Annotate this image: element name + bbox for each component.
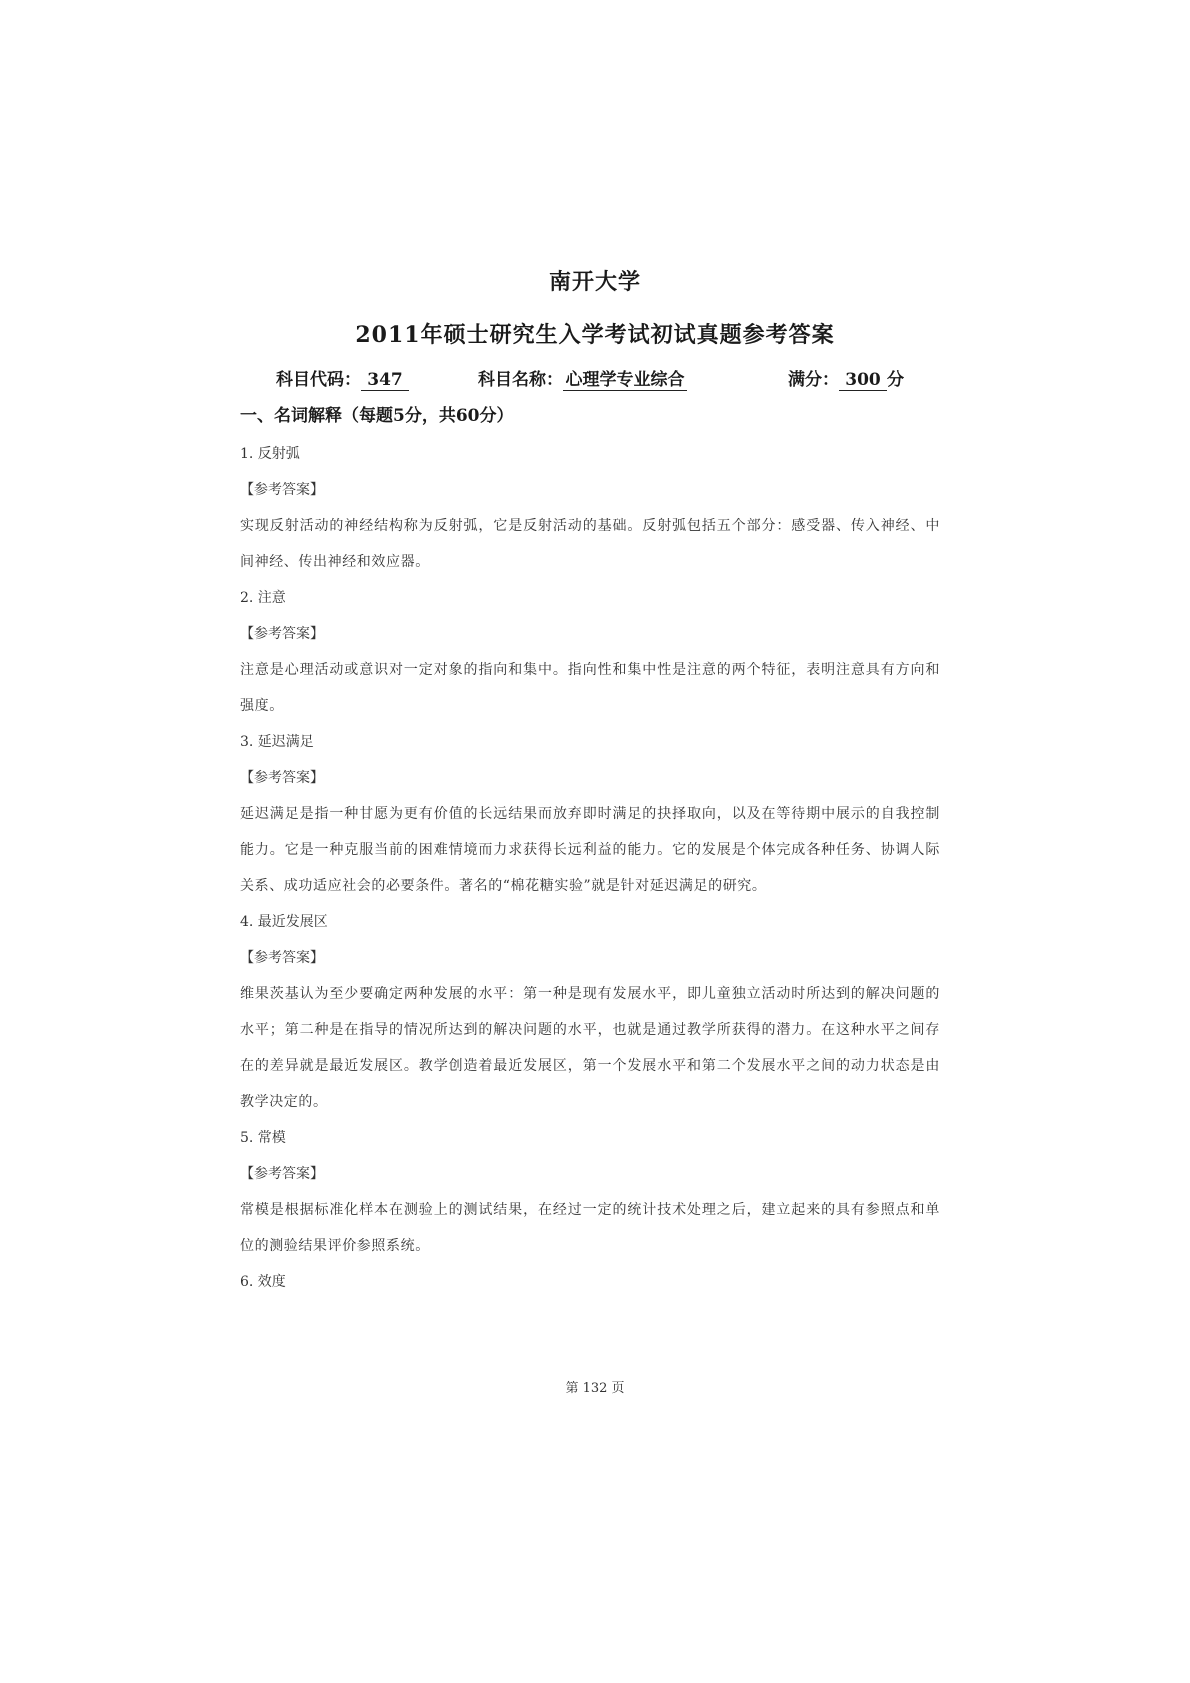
question-title: 5. 常模 — [240, 1130, 286, 1146]
full-score-label: 满分： — [788, 370, 839, 390]
question-title: 6. 效度 — [240, 1274, 286, 1290]
answer-tag: 【参考答案】 — [240, 482, 324, 498]
answer-text: 维果茨基认为至少要确定两种发展的水平：第一种是现有发展水平，即儿童独立活动时所达到的解决问题的水平；第二种是在指导的情况所达到的解决问题的水平，也就是通过教学所获得的潜力。在这种水平之间存在的差异就是最近发展区。教学创造着最近发展区，第一个发展水平和第二个发展水平之间的动力状态是由教学决定的。 — [240, 986, 940, 1110]
full-score-value: 300 — [839, 371, 887, 391]
full-score-group — [788, 365, 904, 391]
question-title: 4. 最近发展区 — [240, 914, 328, 930]
answer-text: 注意是心理活动或意识对一定对象的指向和集中。指向性和集中性是注意的两个特征，表明注意具有方向和强度。 — [240, 662, 940, 714]
subject-code-label: 科目代码： — [276, 370, 361, 390]
subject-code-value: 347 — [361, 371, 409, 391]
subject-name-value: 心理学专业综合 — [563, 371, 687, 391]
question-title: 2. 注意 — [240, 590, 286, 606]
question-title: 3. 延迟满足 — [240, 734, 314, 750]
subject-name-label: 科目名称： — [478, 370, 563, 390]
exam-title: 2011年硕士研究生入学考试初试真题参考答案 — [355, 322, 835, 348]
section-heading: 一、名词解释（每题5分，共60分） — [240, 406, 514, 426]
subject-name-group — [478, 365, 687, 391]
answer-tag: 【参考答案】 — [240, 770, 324, 786]
answer-tag: 【参考答案】 — [240, 626, 324, 642]
answer-tag: 【参考答案】 — [240, 950, 324, 966]
question-title: 1. 反射弧 — [240, 446, 300, 462]
subject-code-group — [276, 365, 409, 391]
full-score-unit: 分 — [887, 370, 904, 390]
answer-tag: 【参考答案】 — [240, 1166, 324, 1182]
page-number: 第 132 页 — [565, 1381, 625, 1396]
university-title: 南开大学 — [548, 269, 641, 295]
answer-text: 延迟满足是指一种甘愿为更有价值的长远结果而放弃即时满足的抉择取向，以及在等待期中展示的自我控制能力。它是一种克服当前的困难情境而力求获得长远利益的能力。它的发展是个体完成各种任务、协调人际关系、成功适应社会的必要条件。著名的“棉花糖实验”就是针对延迟满足的研究。 — [240, 806, 940, 894]
questions-content — [240, 436, 940, 1300]
answer-text: 实现反射活动的神经结构称为反射弧，它是反射活动的基础。反射弧包括五个部分：感受器、传入神经、中间神经、传出神经和效应器。 — [240, 518, 940, 570]
answer-text: 常模是根据标准化样本在测验上的测试结果，在经过一定的统计技术处理之后，建立起来的具有参照点和单位的测验结果评价参照系统。 — [240, 1202, 940, 1254]
